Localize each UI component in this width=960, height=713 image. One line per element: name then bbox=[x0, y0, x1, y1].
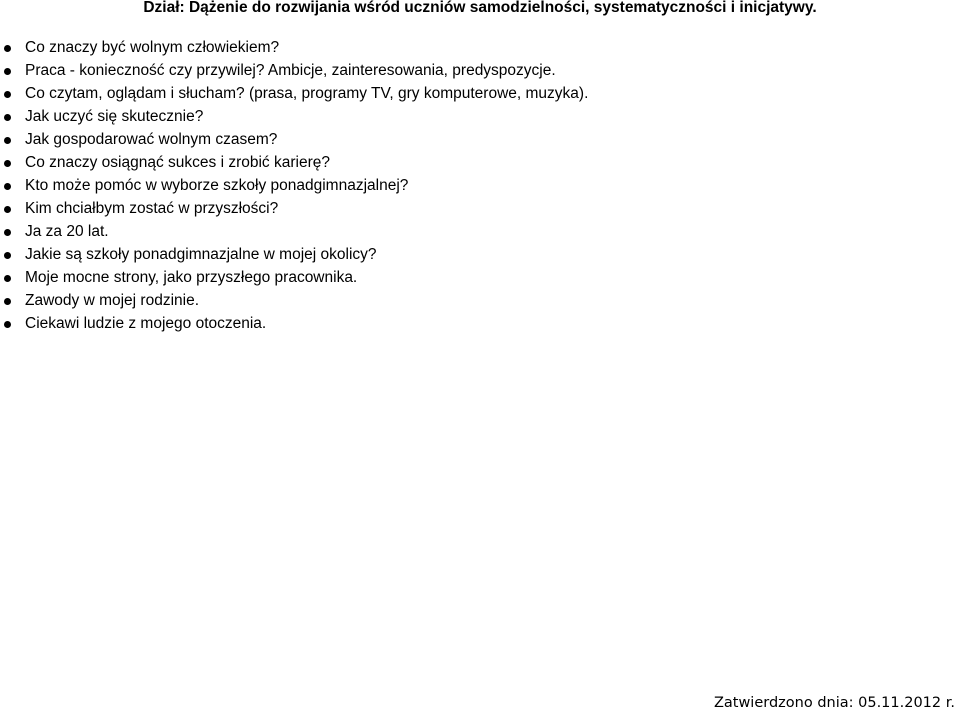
list-item bbox=[0, 268, 588, 291]
list-item-text: Co znaczy osiągnąć sukces i zrobić karierę? bbox=[25, 154, 330, 171]
list-item-text: Kim chciałbym zostać w przyszłości? bbox=[25, 200, 279, 217]
list-item bbox=[0, 153, 588, 176]
list-item bbox=[0, 291, 588, 314]
section-heading: Dział: Dążenie do rozwijania wśród uczniów samodzielności, systematyczności i inicjatywy. bbox=[143, 0, 817, 16]
topic-list bbox=[0, 38, 588, 337]
bullet-icon bbox=[4, 321, 11, 328]
bullet-icon bbox=[4, 68, 11, 75]
list-item-text: Jak gospodarować wolnym czasem? bbox=[25, 131, 278, 148]
list-item-text: Co czytam, oglądam i słucham? (prasa, programy TV, gry komputerowe, muzyka). bbox=[25, 85, 589, 102]
list-item bbox=[0, 61, 588, 84]
list-item bbox=[0, 176, 588, 199]
bullet-icon bbox=[4, 160, 11, 167]
bullet-icon bbox=[4, 275, 11, 282]
list-item-text: Zawody w mojej rodzinie. bbox=[25, 292, 200, 309]
list-item-text: Kto może pomóc w wyborze szkoły ponadgimnazjalnej? bbox=[25, 177, 409, 194]
list-item-text: Praca - konieczność czy przywilej? Ambicje, zainteresowania, predyspozycje. bbox=[25, 62, 556, 79]
list-item bbox=[0, 222, 588, 245]
bullet-icon bbox=[4, 183, 11, 190]
bullet-icon bbox=[4, 229, 11, 236]
approval-date: Zatwierdzono dnia: 05.11.2012 r. bbox=[713, 695, 955, 711]
list-item bbox=[0, 199, 588, 222]
bullet-icon bbox=[4, 252, 11, 259]
list-item-text: Moje mocne strony, jako przyszłego pracownika. bbox=[25, 269, 358, 286]
bullet-icon bbox=[4, 137, 11, 144]
bullet-icon bbox=[4, 45, 11, 52]
list-item bbox=[0, 38, 588, 61]
list-item bbox=[0, 245, 588, 268]
list-item bbox=[0, 130, 588, 153]
bullet-icon bbox=[4, 114, 11, 121]
bullet-icon bbox=[4, 206, 11, 213]
list-item bbox=[0, 84, 588, 107]
list-item-text: Ciekawi ludzie z mojego otoczenia. bbox=[25, 315, 267, 332]
bullet-icon bbox=[4, 91, 11, 98]
list-item-text: Jakie są szkoły ponadgimnazjalne w mojej okolicy? bbox=[25, 246, 377, 263]
bullet-icon bbox=[4, 298, 11, 305]
list-item-text: Jak uczyć się skutecznie? bbox=[25, 108, 204, 125]
list-item bbox=[0, 107, 588, 130]
list-item-text: Ja za 20 lat. bbox=[25, 223, 109, 240]
list-item bbox=[0, 314, 588, 337]
list-item-text: Co znaczy być wolnym człowiekiem? bbox=[25, 39, 280, 56]
